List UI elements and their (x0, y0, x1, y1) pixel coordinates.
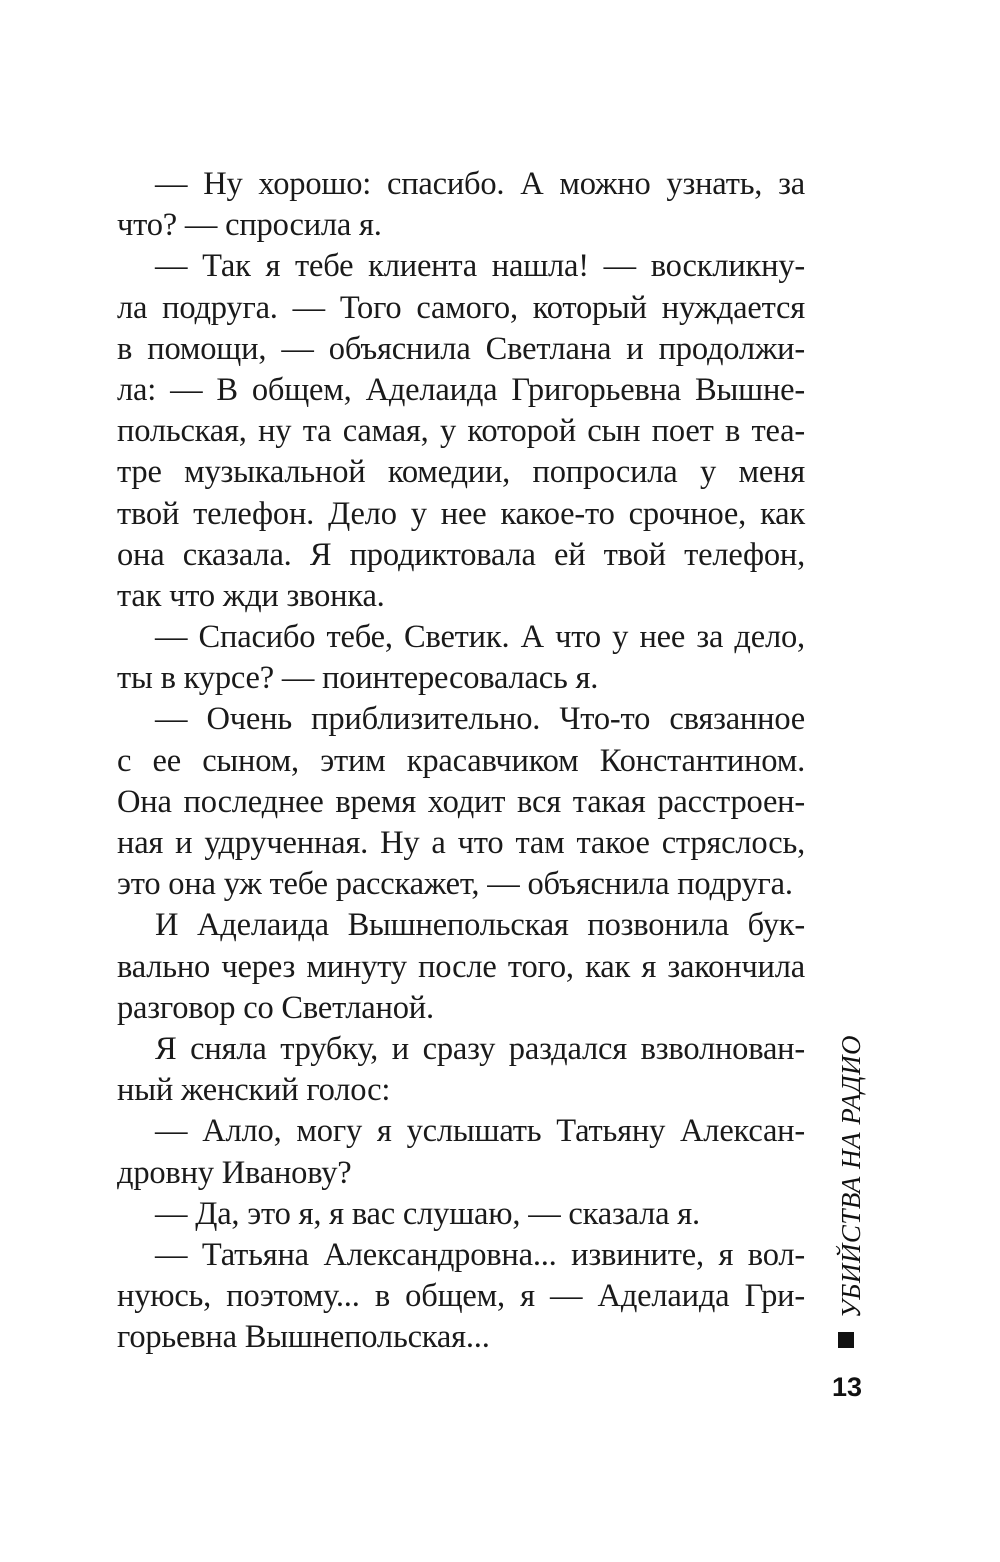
text-line: разговор со Светланой. (117, 989, 434, 1026)
running-title (807, 1035, 867, 1350)
text-line: ла: — В общем, Аделаида Григорьевна Вышне- (117, 371, 805, 408)
text-line: ла подруга. — Того самого, который нуждается (117, 289, 805, 326)
text-line: Я сняла трубку, и сразу раздался взволнован- (155, 1030, 805, 1067)
text-line: — Очень приблизительно. Что-то связанное (155, 701, 805, 738)
text-line: — Татьяна Александровна... извините, я вол- (155, 1236, 805, 1273)
text-line: — Так я тебе клиента нашла! — воскликну- (155, 248, 805, 285)
text-line: тре музыкальной комедии, попросила у меня (117, 454, 805, 491)
text-line: — Ну хорошо: спасибо. А можно узнать, за (155, 166, 805, 202)
text-line: — Алло, могу я услышать Татьяну Алексан- (155, 1113, 805, 1150)
text-line: вально через минуту после того, как я закончила (117, 948, 805, 985)
text-line: — Да, это я, я вас слушаю, — сказала я. (155, 1195, 700, 1232)
text-line: дровну Иванову? (117, 1154, 352, 1191)
text-line: это она уж тебе расскажет, — объяснила подруга. (117, 866, 793, 903)
text-line: так что жди звонка. (117, 577, 385, 614)
text-line: ты в курсе? — поинтересовалась я. (117, 660, 599, 697)
text-line: твой телефон. Дело у нее какое-то срочное, как (117, 495, 805, 532)
text-line: она сказала. Я продиктовала ей твой телефон, (117, 536, 805, 573)
running-title-text: УБИЙСТВА НА РАДИО (836, 1035, 866, 1319)
text-line: с ее сыном, этим красавчиком Константином. (117, 742, 805, 779)
square-marker-icon (838, 1332, 854, 1348)
text-line: И Аделаида Вышнепольская позвонила бук- (155, 907, 805, 944)
text-line: что? — спросила я. (117, 207, 382, 244)
text-line: ный женский голос: (117, 1072, 391, 1109)
text-line: горьевна Вышнепольская... (117, 1319, 490, 1356)
page-number: 13 (831, 1372, 862, 1402)
body-text (117, 164, 805, 1358)
text-line: ная и удрученная. Ну а что там такое стряслось, (117, 825, 805, 861)
text-line: нуюсь, поэтому... в общем, я — Аделаида Гри- (117, 1278, 805, 1315)
text-line: — Спасибо тебе, Светик. А что у нее за дело, (155, 619, 805, 656)
text-line: польская, ну та самая, у которой сын поет в теа- (117, 413, 805, 450)
text-line: Она последнее время ходит вся такая расстроен- (117, 783, 805, 820)
text-line: в помощи, — объяснила Светлана и продолжи- (117, 330, 805, 367)
